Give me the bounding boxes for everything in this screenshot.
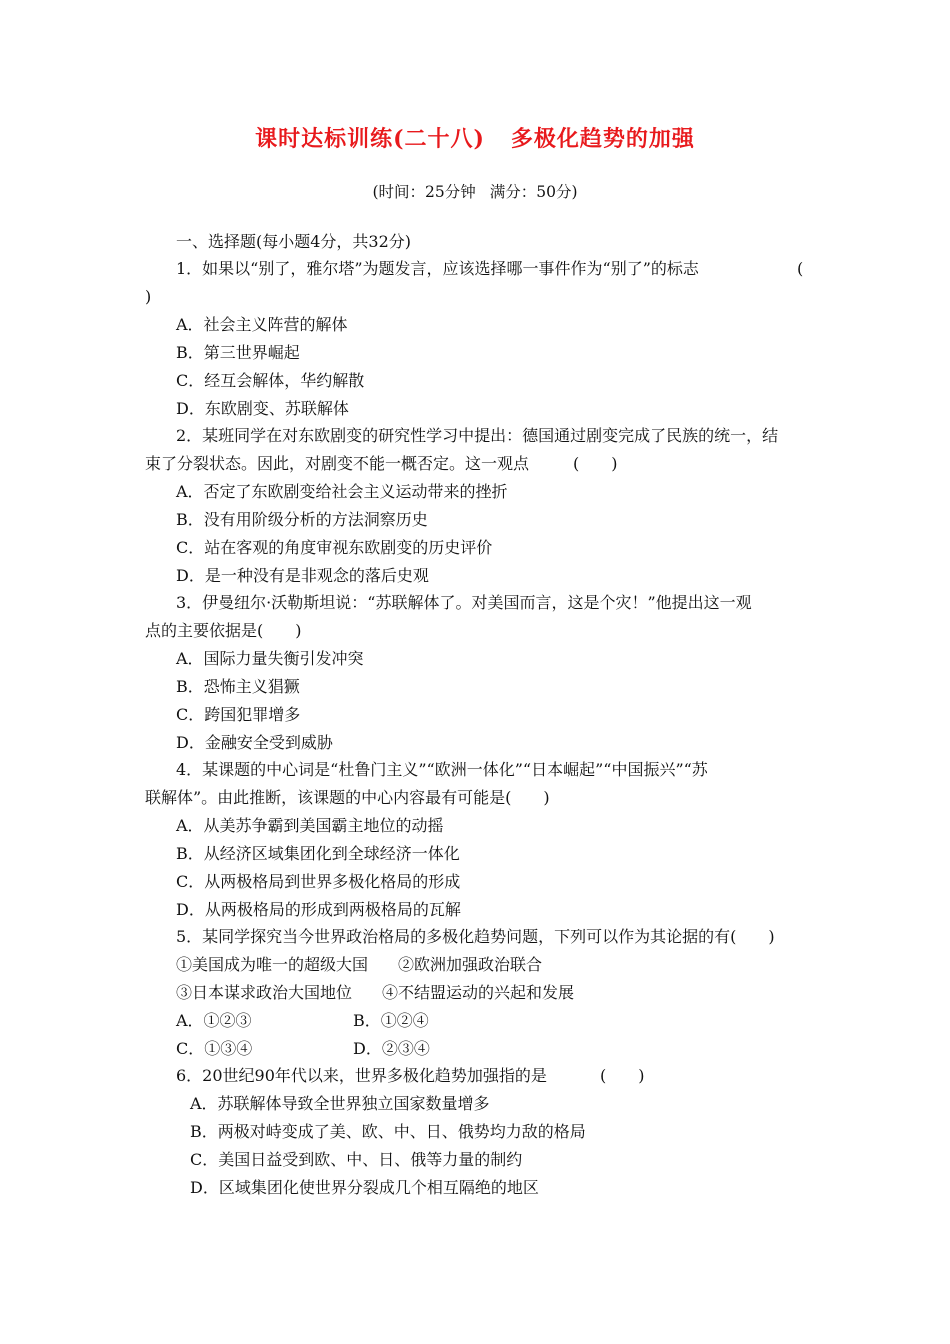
q4-option-b: B．从经济区域集团化到全球经济一体化 <box>176 844 460 863</box>
q5-option-d: D．②③④ <box>353 1039 430 1058</box>
q6-bracket: ( ) <box>600 1066 645 1085</box>
title-sub: 多极化趋势的加强 <box>510 126 695 152</box>
q4-stem-line2: 联解体”。由此推断，该课题的中心内容最有可能是( ) <box>145 788 550 807</box>
q6-option-a: A．苏联解体导致全世界独立国家数量增多 <box>190 1094 490 1113</box>
q1-stem: 1．如果以“别了，雅尔塔”为题发言，应该选择哪一事件作为“别了”的标志 <box>176 259 699 278</box>
q5-item-2: ②欧洲加强政治联合 <box>398 955 543 974</box>
q6-option-d: D．区域集团化使世界分裂成几个相互隔绝的地区 <box>190 1178 539 1197</box>
q5-stem: 5．某同学探究当今世界政治格局的多极化趋势问题，下列可以作为其论据的有( ) <box>176 927 775 946</box>
q5-item-3: ③日本谋求政治大国地位 <box>176 983 353 1002</box>
score-info: 满分：50分) <box>489 183 578 201</box>
q1-option-b: B．第三世界崛起 <box>176 343 300 362</box>
q1-option-d: D．东欧剧变、苏联解体 <box>176 399 349 418</box>
q4-option-d: D．从两极格局的形成到两极格局的瓦解 <box>176 900 461 919</box>
q3-option-b: B．恐怖主义猖獗 <box>176 677 300 696</box>
q2-option-c: C．站在客观的角度审视东欧剧变的历史评价 <box>176 538 493 557</box>
q4-option-c: C．从两极格局到世界多极化格局的形成 <box>176 872 461 891</box>
q5-item-4: ④不结盟运动的兴起和发展 <box>382 983 575 1002</box>
q4-stem-line1: 4．某课题的中心词是“杜鲁门主义”“欧洲一体化”“日本崛起”“中国振兴”“苏 <box>176 760 708 779</box>
q5-option-c: C．①③④ <box>176 1039 253 1058</box>
q5-option-b: B．①②④ <box>353 1011 429 1030</box>
q6-option-c: C．美国日益受到欧、中、日、俄等力量的制约 <box>190 1150 523 1169</box>
q2-option-a: A．否定了东欧剧变给社会主义运动带来的挫折 <box>176 482 508 501</box>
q1-option-a: A．社会主义阵营的解体 <box>176 315 348 334</box>
q3-option-c: C．跨国犯罪增多 <box>176 705 301 724</box>
q6-option-b: B．两极对峙变成了美、欧、中、日、俄势均力敌的格局 <box>190 1122 586 1141</box>
q2-stem-line1: 2．某班同学在对东欧剧变的研究性学习中提出：德国通过剧变完成了民族的统一，结 <box>176 426 779 445</box>
q1-bracket-close: ) <box>145 287 152 306</box>
time-info: (时间：25分钟 <box>372 183 476 201</box>
q6-stem: 6．20世纪90年代以来，世界多极化趋势加强指的是 <box>176 1066 547 1085</box>
q5-item-1: ①美国成为唯一的超级大国 <box>176 955 369 974</box>
q3-stem-line2: 点的主要依据是( ) <box>145 621 302 640</box>
title-main: 课时达标训练(二十八) <box>255 126 485 152</box>
q1-option-c: C．经互会解体，华约解散 <box>176 371 365 390</box>
q2-option-b: B．没有用阶级分析的方法洞察历史 <box>176 510 428 529</box>
q2-stem-line2 <box>145 454 618 474</box>
q1-bracket-open: ( <box>797 259 804 278</box>
q3-stem-line1: 3．伊曼纽尔·沃勒斯坦说：“苏联解体了。对美国而言，这是个灾！”他提出这一观 <box>176 593 752 612</box>
section-heading: 一、选择题(每小题4分，共32分) <box>176 232 412 251</box>
q5-option-a: A．①②③ <box>176 1011 252 1030</box>
exam-info <box>0 180 950 202</box>
q3-option-a: A．国际力量失衡引发冲突 <box>176 649 364 668</box>
q2-option-d: D．是一种没有是非观念的落后史观 <box>176 566 429 585</box>
q4-option-a: A．从美苏争霸到美国霸主地位的动摇 <box>176 816 444 835</box>
q2-stem-text: 束了分裂状态。因此，对剧变不能一概否定。这一观点 <box>145 454 530 473</box>
page-title <box>0 122 950 153</box>
q2-bracket: ( ) <box>573 454 618 473</box>
q3-option-d: D．金融安全受到威胁 <box>176 733 333 752</box>
